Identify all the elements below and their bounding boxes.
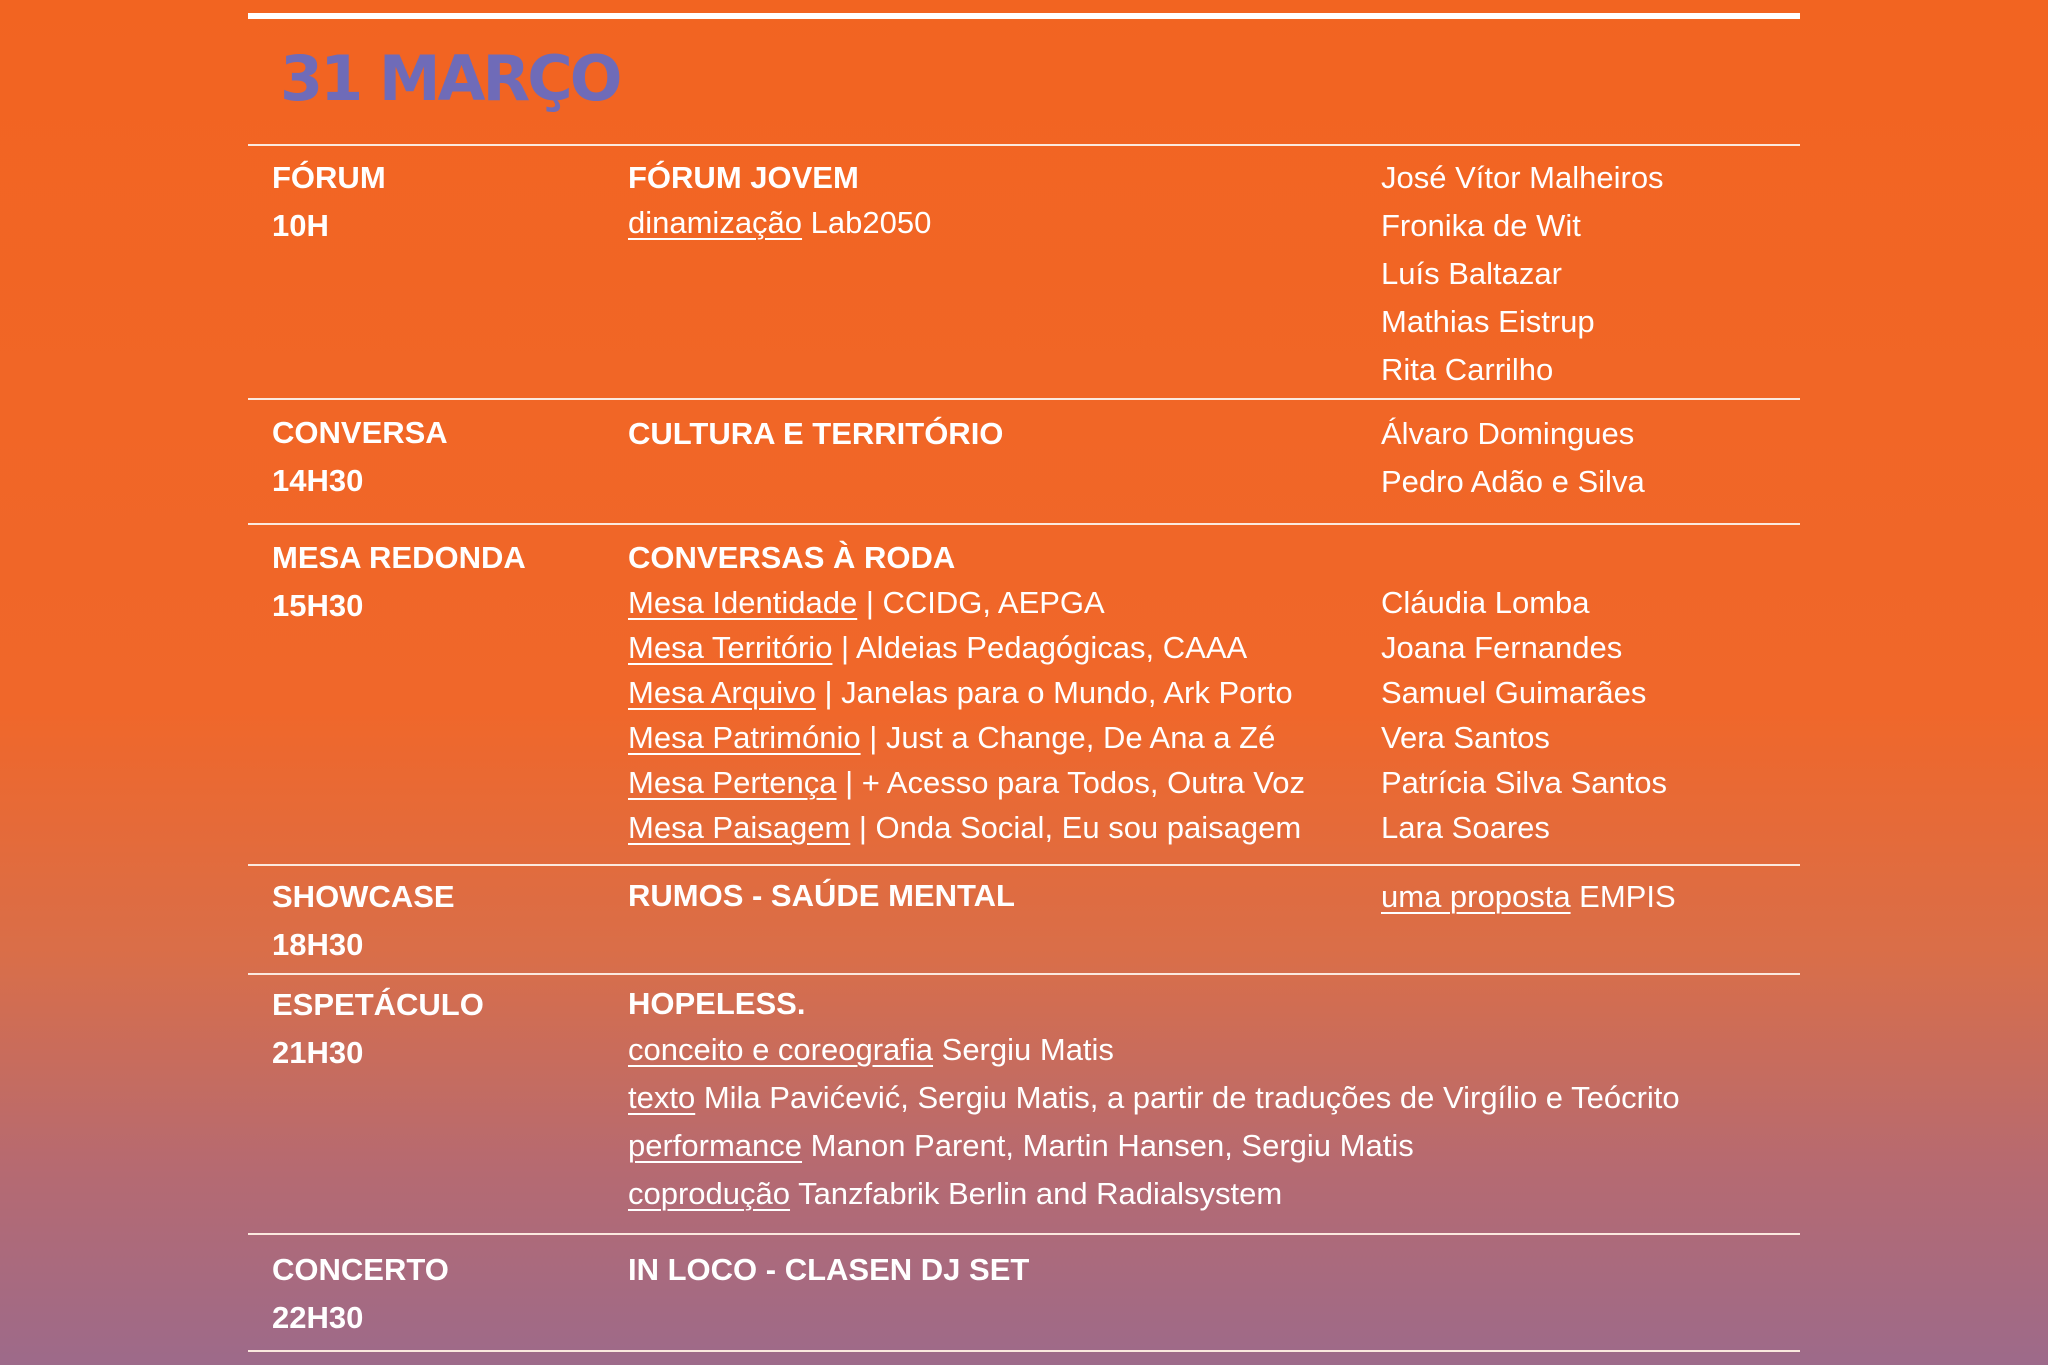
event-title: FÓRUM JOVEM (628, 160, 859, 195)
detail-label-link[interactable]: conceito e coreografia (628, 1032, 934, 1067)
event-time: 21H30 (272, 1035, 364, 1070)
event-detail-line: coprodução Tanzfabrik Berlin and Radialsystem (628, 1176, 1283, 1211)
event-category-time (272, 534, 526, 630)
event-category: SHOWCASE (272, 879, 455, 914)
participant-name: Vera Santos (1381, 720, 1550, 755)
participant-name: José Vítor Malheiros (1381, 160, 1664, 195)
event-time: 22H30 (272, 1300, 364, 1335)
row-divider (248, 1233, 1800, 1235)
top-divider-bar (248, 13, 1800, 19)
participant-name: Joana Fernandes (1381, 630, 1623, 665)
participant-name: Rita Carrilho (1381, 352, 1554, 387)
event-time: 15H30 (272, 588, 364, 623)
event-detail-line: Mesa Património | Just a Change, De Ana a Zé (628, 720, 1276, 755)
participant-name: Luís Baltazar (1381, 256, 1562, 291)
event-category-time (272, 409, 448, 505)
event-detail-line: dinamização Lab2050 (628, 205, 932, 240)
participant-name: Samuel Guimarães (1381, 675, 1647, 710)
detail-label-link[interactable]: coprodução (628, 1176, 791, 1211)
participant-name: Fronika de Wit (1381, 208, 1581, 243)
event-category: MESA REDONDA (272, 540, 526, 575)
participant-name: Pedro Adão e Silva (1381, 464, 1645, 499)
event-participants (1381, 580, 1667, 850)
event-details (628, 156, 931, 245)
event-detail-line: texto Mila Pavićević, Sergiu Matis, a partir de traduções de Virgílio e Teócrito (628, 1080, 1680, 1115)
event-category: FÓRUM (272, 160, 386, 195)
event-detail-line: performance Manon Parent, Martin Hansen, Sergiu Matis (628, 1128, 1414, 1163)
event-participants (1381, 154, 1664, 394)
row-divider (248, 398, 1800, 400)
detail-label-link[interactable]: Mesa Património (628, 720, 861, 755)
event-category-time (272, 981, 484, 1077)
event-title: CONVERSAS À RODA (628, 540, 956, 575)
event-detail-line: Mesa Pertença | + Acesso para Todos, Outra Voz (628, 765, 1305, 800)
participant-name: Mathias Eistrup (1381, 304, 1595, 339)
row-divider (248, 144, 1800, 146)
event-category-time (272, 873, 455, 969)
event-detail-line: conceito e coreografia Sergiu Matis (628, 1032, 1114, 1067)
event-details (628, 982, 1680, 1218)
participant-name: Álvaro Domingues (1381, 416, 1635, 451)
detail-label-link[interactable]: Mesa Identidade (628, 585, 858, 620)
event-category: CONCERTO (272, 1252, 449, 1287)
event-category-time (272, 154, 386, 250)
event-time: 10H (272, 208, 329, 243)
detail-label-link[interactable]: Mesa Território (628, 630, 833, 665)
event-detail-line: Mesa Paisagem | Onda Social, Eu sou paisagem (628, 810, 1302, 845)
detail-label-link[interactable]: dinamização (628, 205, 803, 240)
event-detail-line: Mesa Arquivo | Janelas para o Mundo, Ark Porto (628, 675, 1293, 710)
row-divider (248, 1350, 1800, 1352)
event-title: IN LOCO - CLASEN DJ SET (628, 1252, 1030, 1287)
event-category: ESPETÁCULO (272, 987, 484, 1022)
event-title: RUMOS - SAÚDE MENTAL (628, 878, 1015, 913)
event-category: CONVERSA (272, 415, 448, 450)
detail-label-link[interactable]: Mesa Paisagem (628, 810, 851, 845)
event-time: 18H30 (272, 927, 364, 962)
event-category-time (272, 1246, 449, 1342)
row-divider (248, 864, 1800, 866)
event-details (628, 1248, 1029, 1292)
detail-label-link[interactable]: Mesa Pertença (628, 765, 837, 800)
event-title: CULTURA E TERRITÓRIO (628, 416, 1004, 451)
row-divider (248, 973, 1800, 975)
participant-name: Lara Soares (1381, 810, 1550, 845)
event-participants (1381, 410, 1645, 506)
detail-label-link[interactable]: Mesa Arquivo (628, 675, 816, 710)
event-details (628, 874, 1015, 918)
date-title: 31 MARÇO (280, 42, 620, 115)
event-details (628, 536, 1305, 850)
detail-label-link[interactable]: texto (628, 1080, 696, 1115)
event-time: 14H30 (272, 463, 364, 498)
detail-label-link[interactable]: performance (628, 1128, 803, 1163)
event-detail-line: Mesa Território | Aldeias Pedagógicas, CAAA (628, 630, 1248, 665)
row-divider (248, 523, 1800, 525)
event-detail-line: Mesa Identidade | CCIDG, AEPGA (628, 585, 1105, 620)
event-details (628, 412, 1003, 456)
participant-name: Patrícia Silva Santos (1381, 765, 1668, 800)
credit-label-link[interactable]: uma proposta (1381, 879, 1571, 914)
event-credit: uma proposta EMPIS (1381, 879, 1676, 914)
event-title: HOPELESS. (628, 986, 806, 1021)
participant-name: Cláudia Lomba (1381, 585, 1590, 620)
